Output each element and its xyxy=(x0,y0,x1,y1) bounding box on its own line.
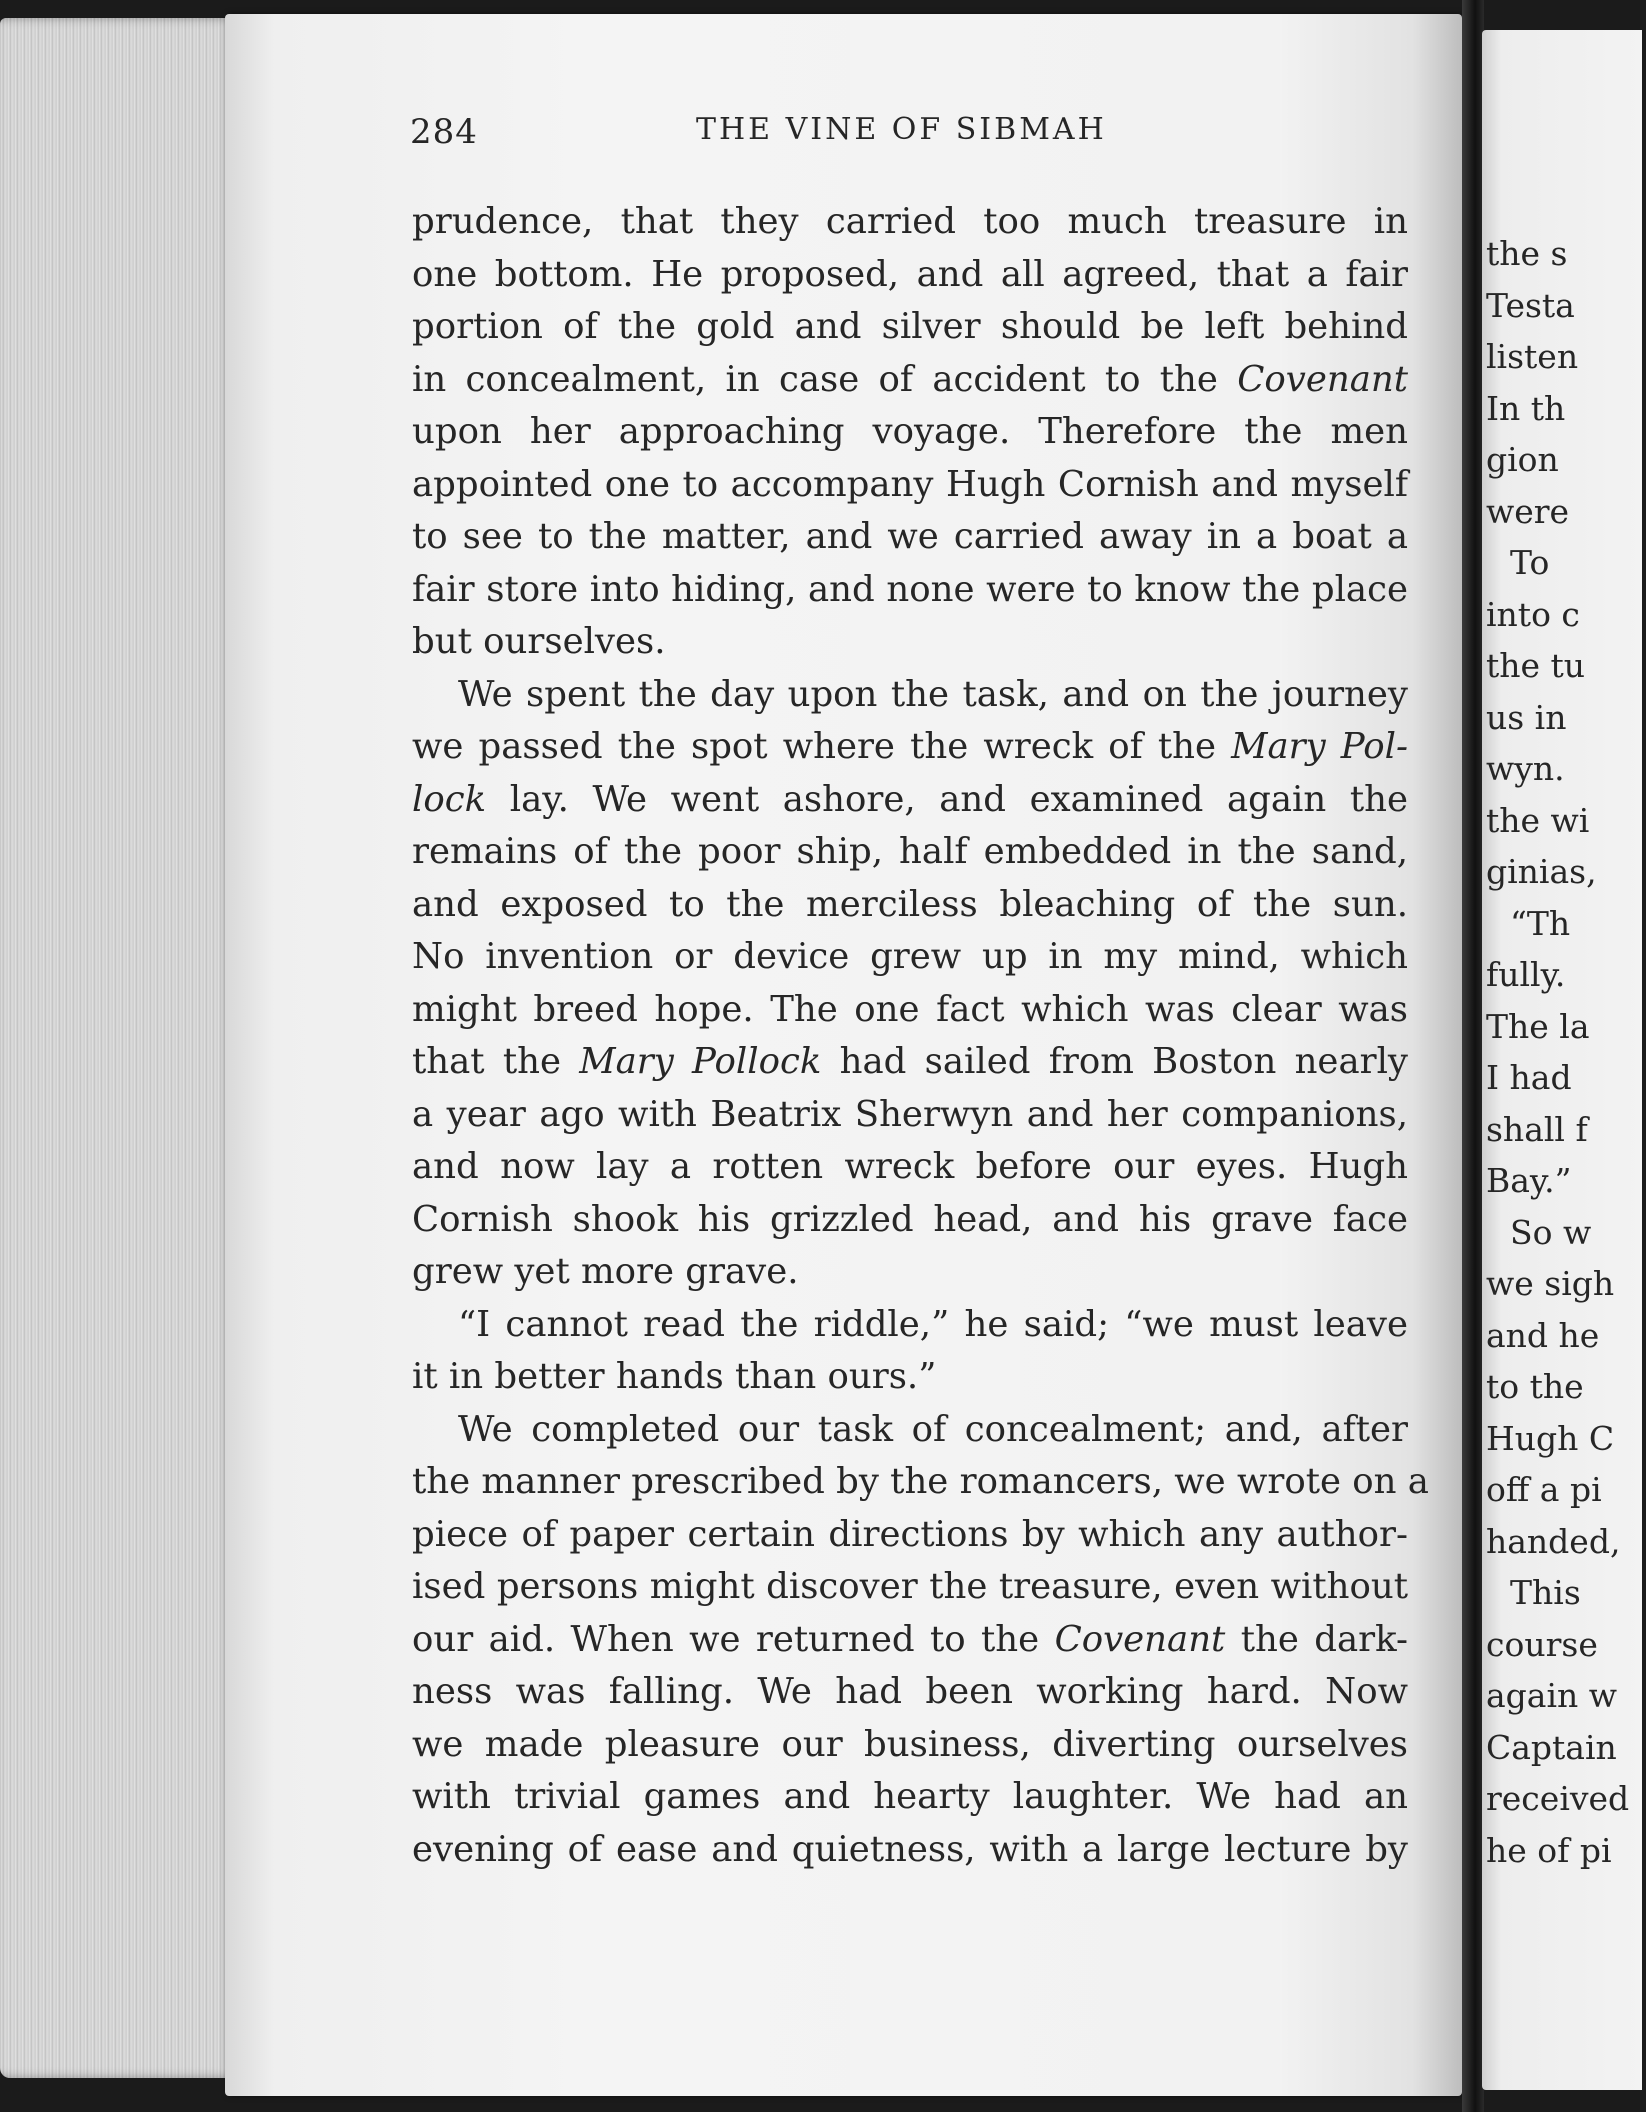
facing-line: wyn. xyxy=(1486,749,1565,788)
facing-line: into c xyxy=(1486,594,1580,634)
body-line: we passed the spot where the wreck of the Mary Pol- xyxy=(412,726,1408,767)
body-line: We completed our task of concealment; and, after xyxy=(458,1408,1408,1450)
facing-line: listen xyxy=(1486,337,1579,376)
body-line: the manner prescribed by the romancers, we wrote on a xyxy=(412,1461,1429,1502)
body-line: and now lay a rotten wreck before our eyes. Hugh xyxy=(412,1146,1408,1187)
body-line: a year ago with Beatrix Sherwyn and her companions, xyxy=(412,1093,1408,1135)
body-line: piece of paper certain directions by which any author- xyxy=(412,1513,1408,1555)
facing-line: us in xyxy=(1486,697,1567,737)
facing-line: To xyxy=(1510,543,1550,582)
page-edges xyxy=(0,18,236,2078)
facing-line: In th xyxy=(1486,388,1566,428)
body-line: that the Mary Pollock had sailed from Boston nearly xyxy=(412,1041,1408,1082)
body-line: and exposed to the merciless bleaching of the sun. xyxy=(412,883,1408,925)
facing-line: Hugh C xyxy=(1486,1418,1615,1458)
body-line: ised persons might discover the treasure, even without xyxy=(412,1566,1408,1607)
body-line: but ourselves. xyxy=(412,621,666,662)
body-line: evening of ease and quietness, with a large lecture by xyxy=(412,1828,1408,1870)
body-line: with trivial games and hearty laughter. We had an xyxy=(412,1776,1408,1817)
facing-line: ginias, xyxy=(1486,852,1597,891)
facing-line: the s xyxy=(1486,234,1568,273)
facing-line: gion xyxy=(1486,440,1559,479)
facing-line: So w xyxy=(1510,1212,1592,1252)
body-line: fair store into hiding, and none were to know the place xyxy=(412,568,1408,610)
body-text xyxy=(412,196,1429,1876)
body-line: our aid. When we returned to the Covenant the dark- xyxy=(412,1618,1408,1660)
facing-line: shall f xyxy=(1486,1109,1588,1149)
body-line: grew yet more grave. xyxy=(412,1251,799,1292)
facing-line: Bay.” xyxy=(1486,1161,1572,1200)
facing-line: the tu xyxy=(1486,646,1586,685)
facing-line: were xyxy=(1486,491,1570,531)
body-line: to see to the matter, and we carried away in a boat a xyxy=(412,516,1408,557)
facing-line: handed, xyxy=(1486,1521,1621,1561)
body-line: lock lay. We went ashore, and examined again the xyxy=(412,778,1408,820)
facing-line: I had xyxy=(1486,1058,1572,1097)
body-line: Cornish shook his grizzled head, and his grave face xyxy=(412,1198,1408,1240)
facing-line: course xyxy=(1486,1624,1598,1664)
page-number: 284 xyxy=(410,112,478,152)
body-line: portion of the gold and silver should be left behind xyxy=(412,306,1408,347)
facing-line: This xyxy=(1510,1573,1581,1612)
body-line: one bottom. He proposed, and all agreed, that a fair xyxy=(412,253,1408,295)
facing-line: the wi xyxy=(1486,800,1590,840)
facing-line: received xyxy=(1486,1779,1630,1818)
facing-line: again w xyxy=(1486,1676,1618,1715)
facing-line: he of pi xyxy=(1486,1830,1612,1870)
body-line: upon her approaching voyage. Therefore the men xyxy=(412,411,1408,452)
facing-line: The la xyxy=(1486,1006,1590,1046)
facing-line: fully. xyxy=(1486,955,1566,994)
body-line: we made pleasure our business, diverting ourselves xyxy=(412,1723,1408,1765)
body-line: No invention or device grew up in my mind, which xyxy=(412,936,1408,977)
body-line: prudence, that they carried too much treasure in xyxy=(412,201,1408,242)
body-line: We spent the day upon the task, and on the journey xyxy=(458,673,1408,715)
facing-page-text xyxy=(1486,228,1646,1876)
facing-line: to the xyxy=(1486,1367,1584,1406)
facing-line: “Th xyxy=(1510,903,1571,943)
body-line: “I cannot read the riddle,” he said; “we must leave xyxy=(458,1303,1408,1345)
body-line: in concealment, in case of accident to the Covenant xyxy=(412,358,1408,400)
facing-line: and he xyxy=(1486,1315,1600,1355)
body-line: remains of the poor ship, half embedded in the sand, xyxy=(412,831,1408,872)
running-title: THE VINE OF SIBMAH xyxy=(696,112,1107,147)
body-line: appointed one to accompany Hugh Cornish and myself xyxy=(412,463,1408,505)
body-line: it in better hands than ours.” xyxy=(412,1356,937,1397)
facing-line: Captain xyxy=(1486,1727,1617,1767)
body-line: might breed hope. The one fact which was clear was xyxy=(412,988,1408,1030)
facing-line: we sigh xyxy=(1486,1264,1615,1303)
facing-line: off a pi xyxy=(1486,1470,1602,1509)
book-gutter xyxy=(1462,0,1484,2112)
facing-line: Testa xyxy=(1486,285,1575,325)
body-line: ness was falling. We had been working hard. Now xyxy=(412,1671,1408,1712)
